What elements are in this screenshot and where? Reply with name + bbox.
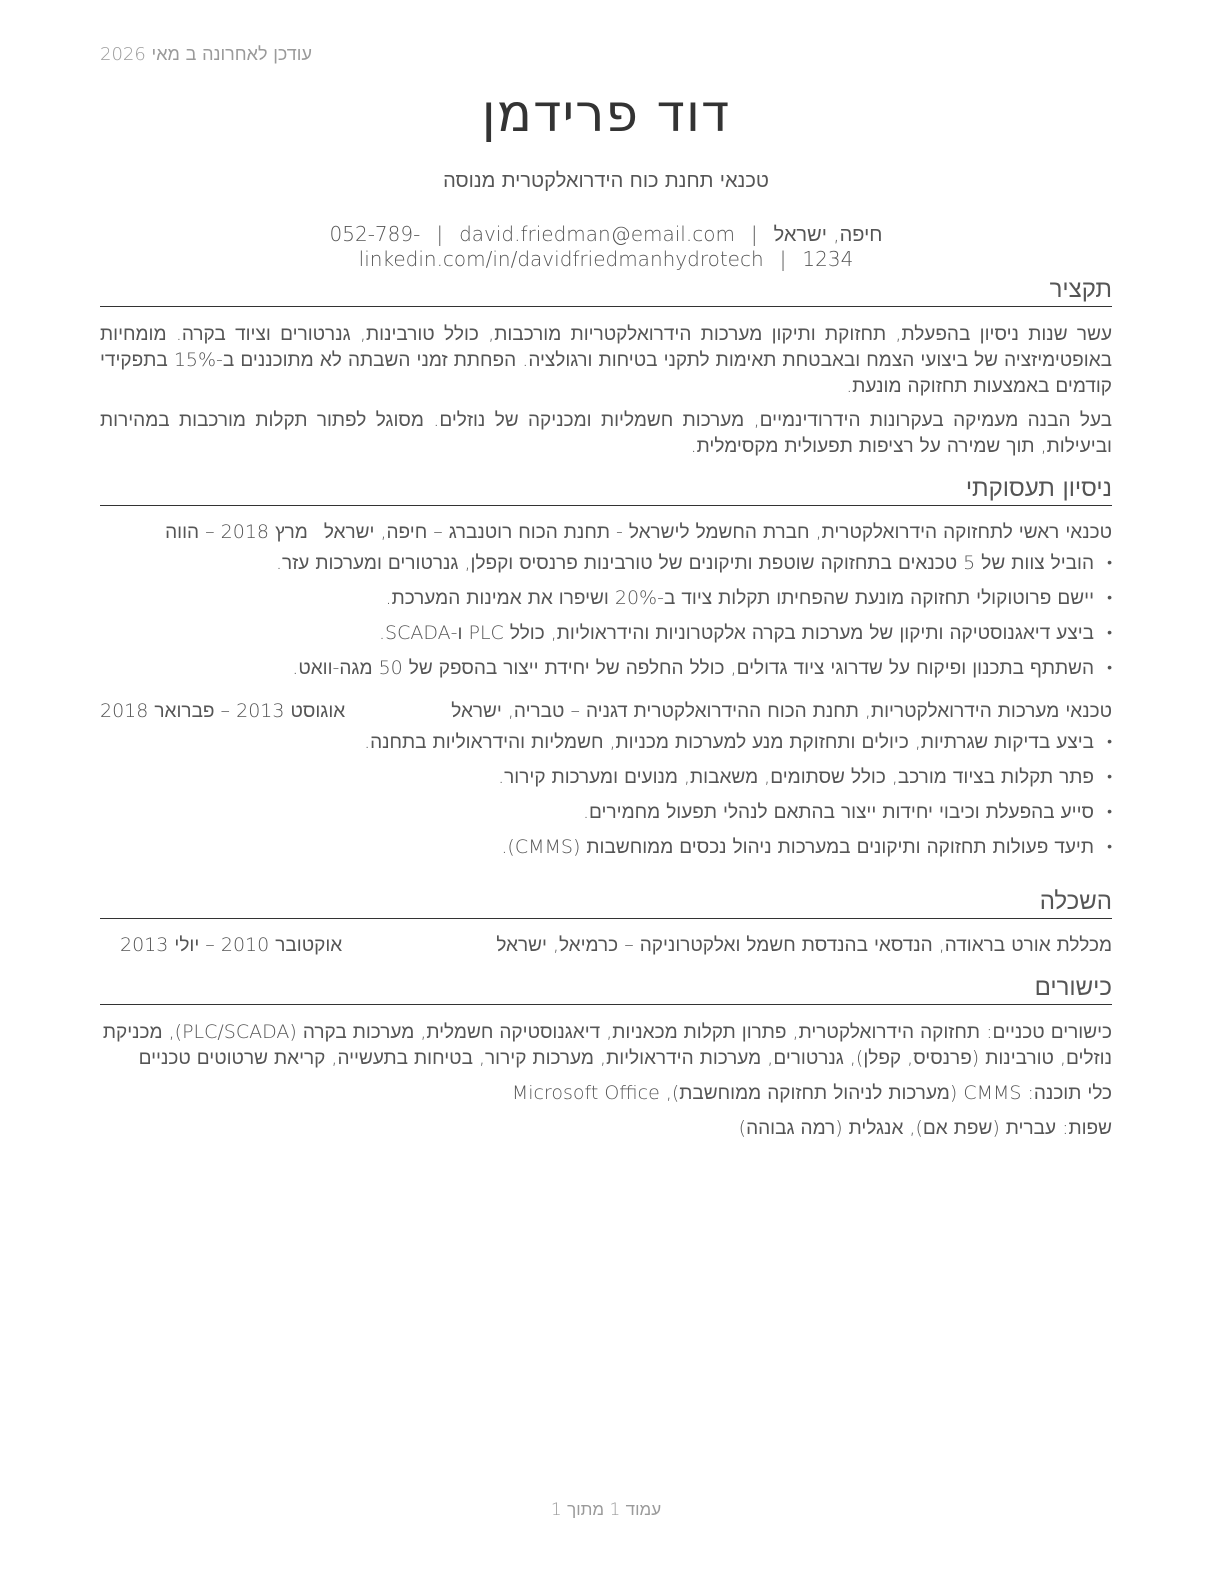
list-item: • הוביל צוות של 5 טכנאים בתחזוקה שוטפת ותיקונים של טורבינות פרנסיס וקפלן, גנרטורים ומערכות עזר. <box>275 552 1112 574</box>
skills-technical: כישורים טכניים: תחזוקה הידרואלקטרית, פתרון תקלות מכאניות, דיאגנוסטיקה חשמלית, מערכות בקרה (PLC/SCADA), מכניקת נוזלים, טורבינות (פרנסיס, קפלן), גנרטורים, מערכות הידראוליות, מערכות קירור, בטיחות בתעשייה, קריאת שרטוטים טכניים <box>102 1021 1112 1069</box>
contact-line <box>100 222 1112 271</box>
experience-heading: ניסיון תעסוקתי <box>100 473 1112 506</box>
candidate-title: טכנאי תחנת כוח הידרואלקטרית מנוסה <box>443 168 769 192</box>
list-item: • השתתף בתכנון ופיקוח על שדרוגי ציוד גדולים, כולל החלפה של יחידת ייצור בהספק של 50 מגה-וואט. <box>292 657 1112 679</box>
skills-languages: שפות: עברית (שפת אם), אנגלית (רמה גבוהה) <box>738 1117 1112 1139</box>
job-title: טכנאי ראשי לתחזוקה הידרואלקטרית, חברת החשמל לישראל - תחנת הכוח רוטנברג – חיפה, ישראל <box>323 521 1112 543</box>
list-item: • תיעד פעולות תחזוקה ותיקונים במערכות ניהול נכסים ממוחשבות (CMMS). <box>501 836 1112 858</box>
last-updated: עודכן לאחרונה ב מאי 2026 <box>100 44 312 65</box>
contact-location: חיפה, ישראל <box>773 222 883 246</box>
contact-separator: | <box>779 247 787 271</box>
list-item: • ביצע בדיקות שגרתיות, כיולים ותחזוקת מנע למערכות מכניות, חשמליות והידראוליות בתחנה. <box>364 731 1112 753</box>
list-item: • ביצע דיאגנוסטיקה ותיקון של מערכות בקרה אלקטרוניות והידראוליות, כולל PLC ו-SCADA. <box>378 622 1112 644</box>
summary-paragraph: בעל הבנה מעמיקה בעקרונות הידרודינמיים, מערכות חשמליות ומכניקה של נוזלים. מסוגל לפתור תקלות מורכבות במהירות וביעילות, תוך שמירה על רציפות תפעולית מקסימלית. <box>100 409 1112 457</box>
job-header <box>100 697 1112 725</box>
page-number: עמוד 1 מתוך 1 <box>550 1500 662 1520</box>
job-header <box>100 518 1112 546</box>
education-entry <box>100 931 1112 959</box>
contact-separator: | <box>750 222 758 246</box>
list-item: • פתר תקלות בציוד מורכב, כולל שסתומים, משאבות, מנועים ומערכות קירור. <box>498 766 1112 788</box>
job-entry <box>100 697 1112 860</box>
education-heading: השכלה <box>100 886 1112 919</box>
job-bullets <box>100 729 1112 860</box>
job-dates: מרץ 2018 – הווה <box>165 521 308 543</box>
experience-section <box>100 473 1112 869</box>
education-dates: אוקטובר 2010 – יולי 2013 <box>120 934 343 956</box>
skills-section <box>100 972 1112 1141</box>
skills-software: כלי תוכנה: CMMS (מערכות לניהול תחזוקה ממוחשבת), Microsoft Office <box>511 1082 1112 1104</box>
list-item: • סייע בהפעלת וכיבוי יחידות ייצור בהתאם לנהלי תפעול מחמירים. <box>583 801 1112 823</box>
resume-page <box>100 0 1112 1584</box>
job-bullets <box>100 550 1112 681</box>
contact-separator: | <box>436 222 444 246</box>
skills-heading: כישורים <box>100 972 1112 1005</box>
summary-section <box>100 274 1112 459</box>
summary-paragraph: עשר שנות ניסיון בהפעלת, תחזוקת ותיקון מערכות הידרואלקטריות מורכבות, כולל טורבינות, גנרטורים וציוד בקרה. מומחיות באופטימיזציה של ביצועי הצמח ובאבטחת תאימות לתקני בטיחות ורגולציה. הפחתת זמני השבתה לא מתוכננים ב-15% בתפקידי קודמים באמצעות תחזוקה מונעת. <box>100 323 1112 397</box>
list-item: • יישם פרוטוקולי תחזוקה מונעת שהפחיתו תקלות ציוד ב-20% ושיפרו את אמינות המערכת. <box>385 587 1112 609</box>
job-dates: אוגוסט 2013 – פברואר 2018 <box>100 700 346 722</box>
job-title: טכנאי מערכות הידרואלקטריות, תחנת הכוח ההידרואלקטרית דגניה – טבריה, ישראל <box>451 700 1112 722</box>
job-entry <box>100 518 1112 681</box>
contact-email[interactable]: david.friedman@email.com <box>459 222 735 246</box>
education-institution: מכללת אורט בראודה, הנדסאי בהנדסת חשמל ואלקטרוניקה – כרמיאל, ישראל <box>496 934 1112 956</box>
summary-heading: תקציר <box>100 274 1112 307</box>
education-section <box>100 886 1112 959</box>
contact-phone[interactable]: 052-789-1234 <box>329 222 854 271</box>
candidate-name: דוד פרידמן <box>481 84 731 144</box>
contact-linkedin[interactable]: linkedin.com/in/davidfriedmanhydrotech <box>358 247 764 271</box>
